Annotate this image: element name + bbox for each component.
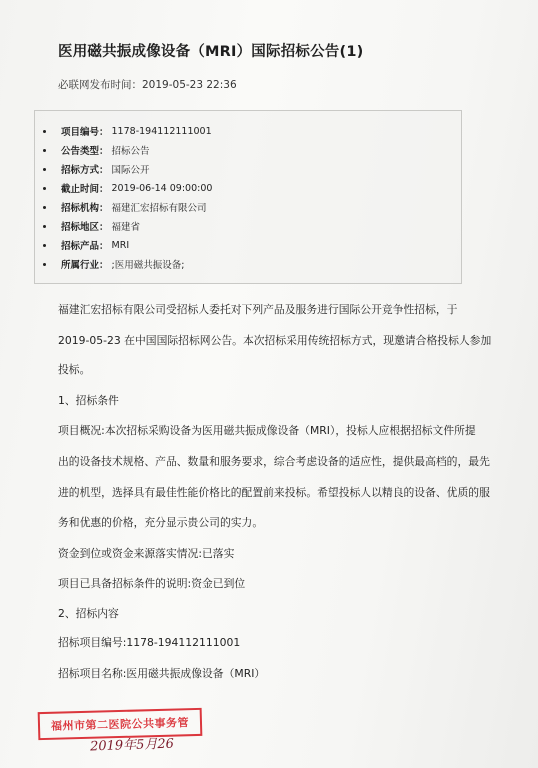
info-row [43, 238, 129, 252]
bullet-icon [43, 130, 46, 133]
info-key: 招标地区： [61, 222, 109, 233]
bullet-icon [43, 149, 46, 152]
info-value: 2019-06-14 09:00:00 [111, 182, 213, 194]
body-line: 招标项目名称:医用磁共振成像设备（MRI） [58, 667, 266, 680]
bullet-icon [43, 225, 46, 228]
publish-time [58, 77, 237, 92]
body-line: 项目已具备招标条件的说明:资金已到位 [58, 577, 246, 590]
info-value: 1178-194112111001 [111, 125, 212, 137]
info-key: 公告类型： [61, 146, 109, 157]
body-line: 进的机型，选择具有最佳性能价格比的配置前来投标。希望投标人以精良的设备、优质的服 [58, 486, 490, 499]
info-row [43, 181, 212, 195]
info-row [43, 124, 212, 138]
body-line: 2019-05-23 在中国国际招标网公告。本次招标采用传统招标方式，现邀请合格投标人参加 [58, 334, 492, 347]
info-key: 所属行业： [61, 260, 109, 271]
info-key: 截止时间： [61, 184, 109, 195]
body-line: 投标。 [58, 363, 91, 376]
info-value: 国际公开 [111, 165, 150, 176]
info-row [43, 200, 207, 214]
seal-text: 福州市第二医院公共事务管 [50, 716, 190, 733]
bullet-icon [43, 206, 46, 209]
info-row [43, 143, 150, 157]
document-title: 医用磁共振成像设备（MRI）国际招标公告(1) [58, 44, 364, 60]
body-line: 资金到位或资金来源落实情况:已落实 [58, 547, 235, 560]
body-line: 项目概况:本次招标采购设备为医用磁共振成像设备（MRI），投标人应根据招标文件所提 [58, 424, 476, 437]
info-row [43, 162, 150, 176]
publish-time-value: 2019-05-23 22:36 [142, 79, 237, 91]
publish-time-label: 必联网发布时间： [58, 79, 142, 91]
info-box [34, 110, 462, 284]
section-heading: 1、招标条件 [58, 394, 119, 407]
bullet-icon [43, 187, 46, 190]
info-value: MRI [111, 239, 130, 251]
body-line: 福建汇宏招标有限公司受招标人委托对下列产品及服务进行国际公开竞争性招标，于 [58, 303, 458, 316]
info-value: 福建省 [111, 222, 141, 233]
info-value: 福建汇宏招标有限公司 [111, 203, 207, 214]
info-key: 项目编号： [61, 127, 109, 138]
info-key: 招标产品： [61, 241, 109, 252]
body-line: 招标项目编号:1178-194112111001 [58, 636, 241, 649]
info-value: ;医用磁共振设备; [111, 260, 185, 271]
info-key: 招标机构： [61, 203, 109, 214]
body-line: 出的设备技术规格、产品、数量和服务要求，综合考虑设备的适应性，提供最高档的，最先 [58, 455, 490, 468]
info-key: 招标方式： [61, 165, 109, 176]
info-value: 招标公告 [111, 146, 150, 157]
bullet-icon [43, 168, 46, 171]
info-row [43, 257, 184, 271]
bullet-icon [43, 244, 46, 247]
handwritten-date: 2019年5月26 [89, 736, 175, 755]
body-line: 务和优惠的价格，充分显示贵公司的实力。 [58, 516, 264, 529]
bullet-icon [43, 263, 46, 266]
info-row [43, 219, 140, 233]
section-heading: 2、招标内容 [58, 607, 119, 620]
